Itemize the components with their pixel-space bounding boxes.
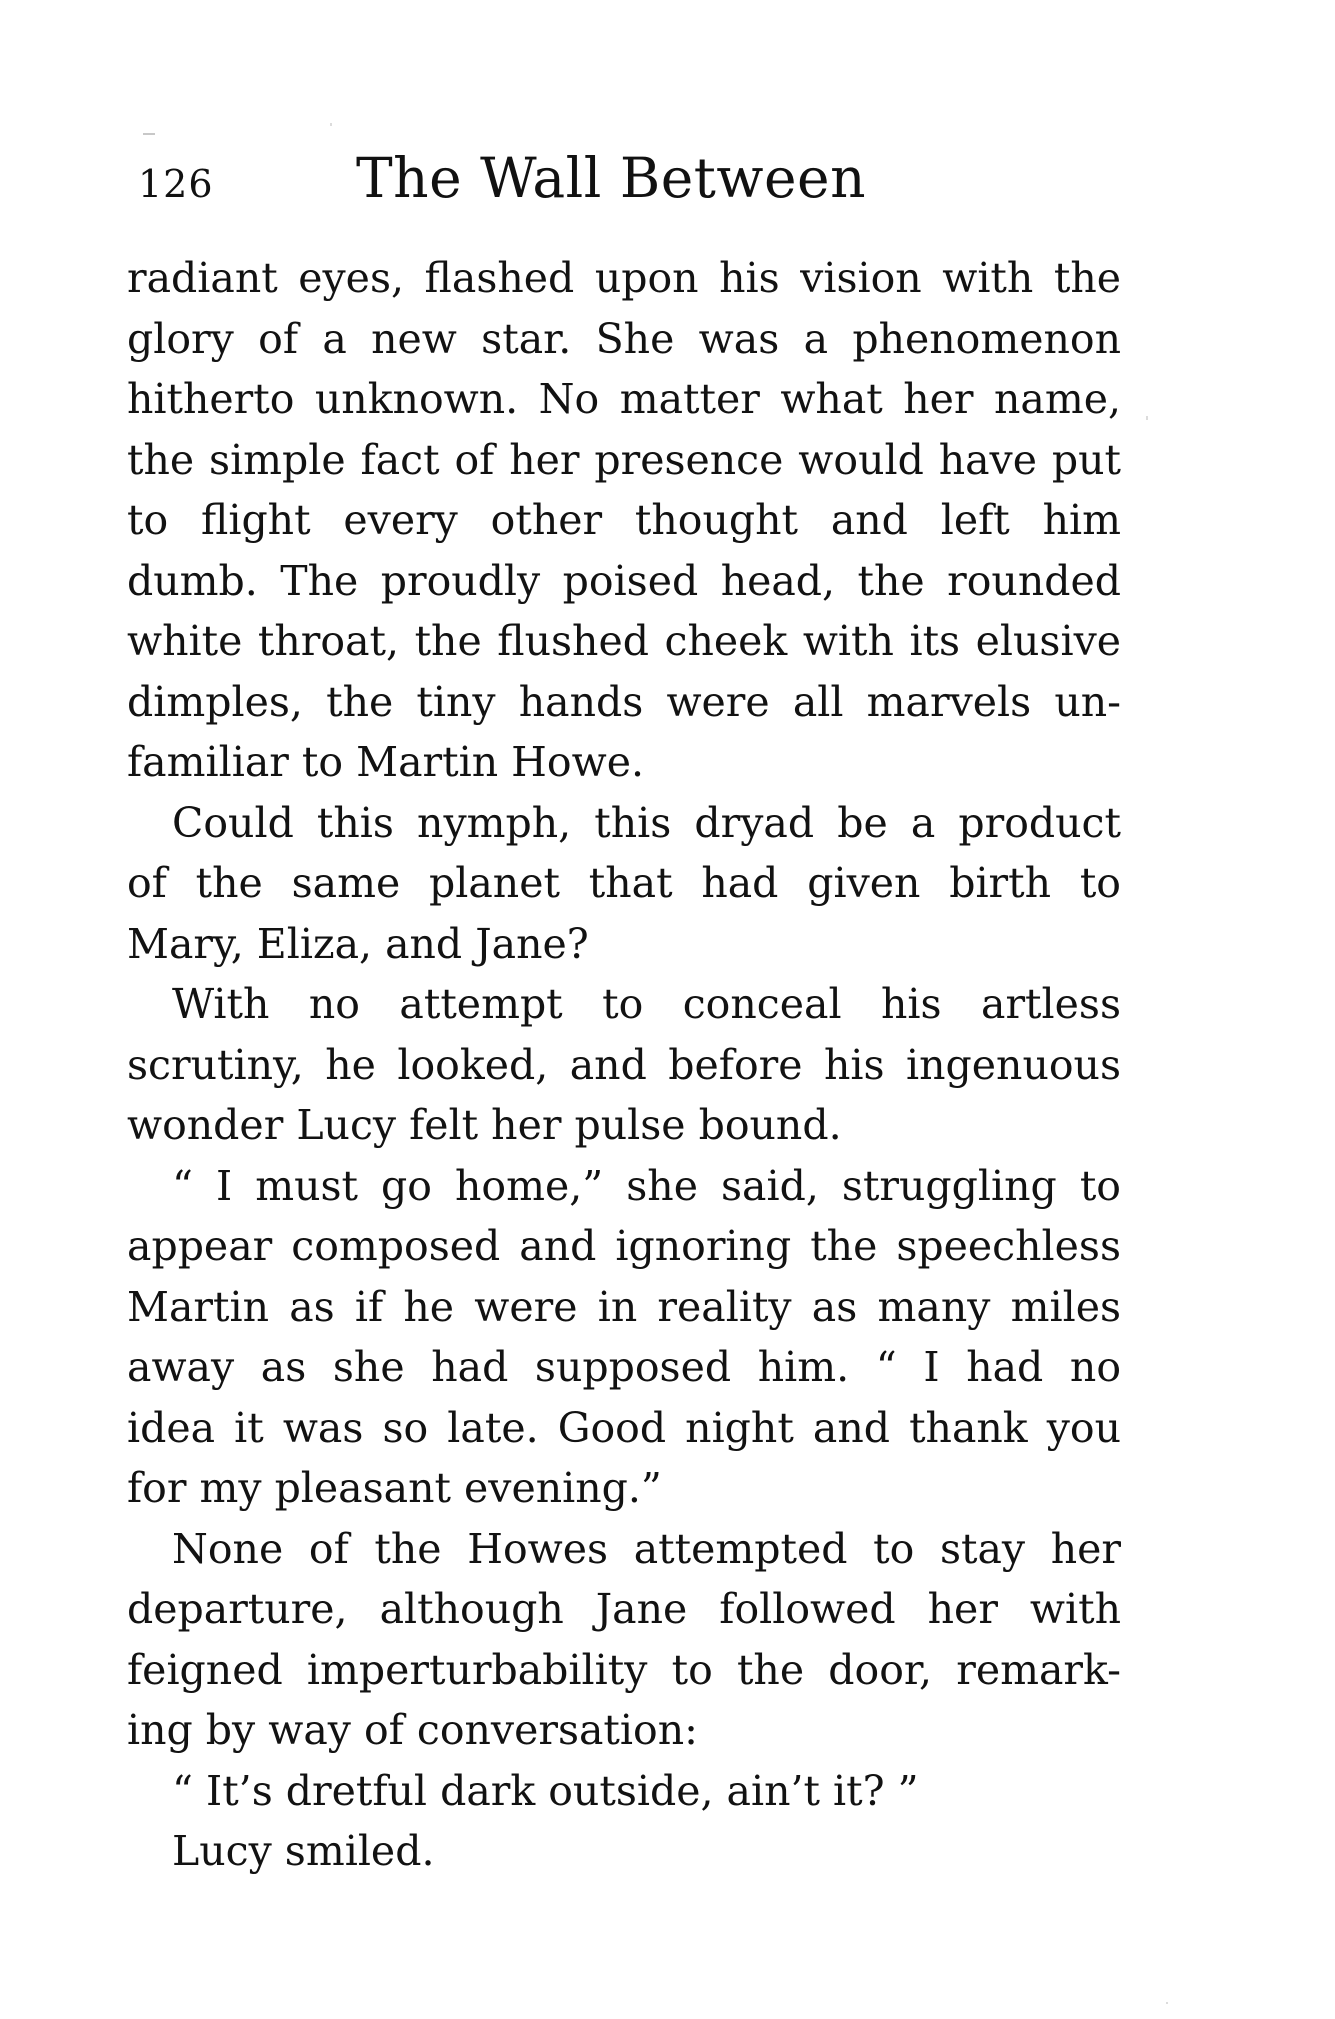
scan-speck — [1166, 2002, 1168, 2004]
text-line: “ I must go home,” she said, struggling to — [172, 1161, 1121, 1210]
scan-speck — [1146, 416, 1148, 420]
text-line: “ It’s dretful dark outside, ain’t it? ” — [172, 1766, 919, 1815]
text-line: dimples, the tiny hands were all marvels un- — [127, 677, 1121, 726]
text-line: familiar to Martin Howe. — [127, 738, 644, 786]
running-title: The Wall Between — [356, 146, 867, 210]
text-line: Mary, Eliza, and Jane? — [127, 919, 589, 968]
text-line: of the same planet that had given birth to — [127, 859, 1121, 907]
text-line: white throat, the flushed cheek with its elusive — [127, 617, 1121, 665]
text-line: Martin as if he were in reality as many miles — [127, 1282, 1121, 1331]
text-line: away as she had supposed him. “ I had no — [127, 1343, 1121, 1391]
text-line: glory of a new star. She was a phenomenon — [127, 314, 1121, 363]
text-line: wonder Lucy felt her pulse bound. — [127, 1101, 842, 1149]
scan-speck — [143, 133, 155, 135]
text-line: radiant eyes, flashed upon his vision with the — [127, 254, 1121, 302]
text-line: departure, although Jane followed her with — [127, 1585, 1121, 1633]
text-line: for my pleasant evening.” — [127, 1464, 662, 1512]
text-line: to flight every other thought and left him — [127, 496, 1121, 544]
text-line: appear composed and ignoring the speechless — [127, 1222, 1121, 1270]
text-line: Could this nymph, this dryad be a product — [172, 798, 1121, 847]
text-line: dumb. The proudly poised head, the rounded — [127, 556, 1121, 605]
text-line: idea it was so late. Good night and thank you — [127, 1403, 1121, 1452]
text-line: hitherto unknown. No matter what her name, — [127, 375, 1121, 423]
text-line: feigned imperturbability to the door, remark- — [127, 1645, 1121, 1694]
text-line: With no attempt to conceal his artless — [172, 980, 1121, 1028]
scan-speck — [330, 123, 332, 126]
body-text — [127, 248, 1121, 1882]
text-line: the simple fact of her presence would have put — [127, 435, 1121, 484]
text-line: None of the Howes attempted to stay her — [172, 1524, 1121, 1573]
text-line: Lucy smiled. — [172, 1827, 435, 1875]
text-line: scrutiny, he looked, and before his ingenuous — [127, 1040, 1121, 1089]
page-header — [126, 146, 1126, 228]
page-number: 126 — [138, 162, 214, 206]
text-line: ing by way of conversation: — [127, 1706, 698, 1754]
